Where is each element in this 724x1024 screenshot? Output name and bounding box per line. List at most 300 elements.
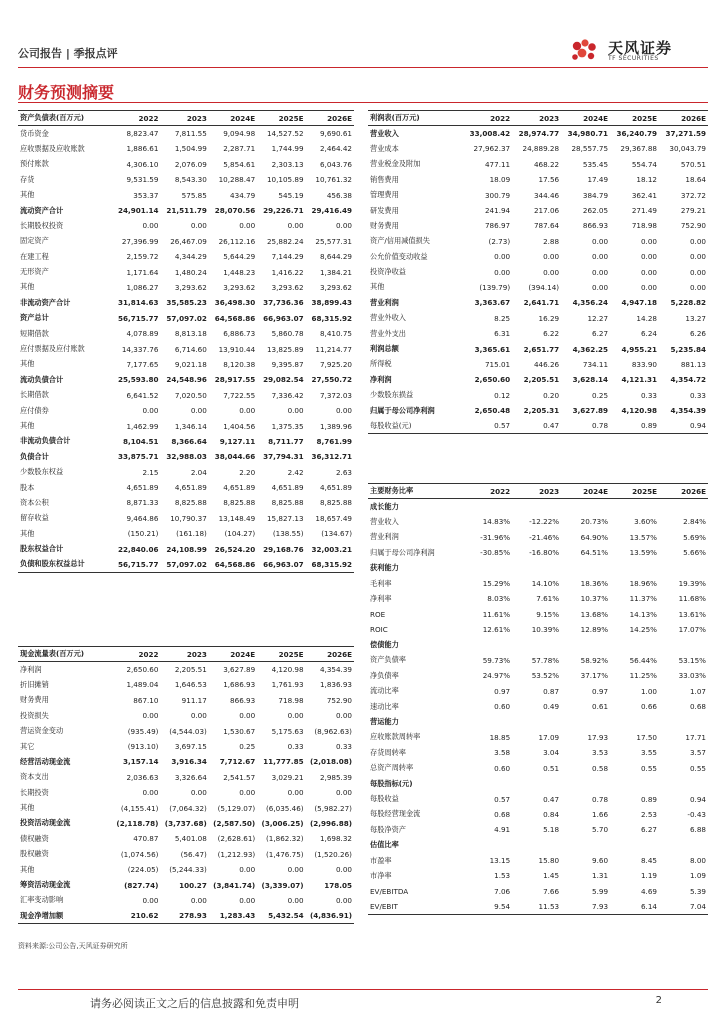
cell-value: 18,657.49 (315, 513, 352, 523)
cell-value: 4,651.89 (319, 483, 352, 493)
cell-value: (1,520.26) (314, 849, 352, 859)
cell-value: 833.90 (631, 359, 657, 369)
cell-value: 8,644.29 (319, 252, 352, 262)
cell-value: 384.79 (582, 190, 609, 200)
cell-value: 0.00 (190, 406, 207, 416)
cell-value: 4.69 (640, 886, 657, 896)
cell-value: 4,947.18 (621, 298, 657, 308)
cell-value: (5,129.07) (217, 803, 256, 813)
row-label: 汇率变动影响 (20, 895, 64, 905)
table-row (368, 172, 708, 187)
cell-value: 2,985.39 (319, 772, 352, 782)
cell-value: 13,148.49 (218, 513, 256, 523)
cell-value: 217.06 (533, 206, 560, 216)
table-row (18, 511, 354, 526)
year-header: 2022 (463, 484, 512, 499)
cell-value: 5,235.84 (670, 344, 706, 354)
table-row (368, 264, 708, 279)
table-row (18, 526, 354, 541)
cell-value: 29,082.54 (263, 375, 304, 385)
cell-value: (6,035.46) (265, 803, 304, 813)
row-label: 应收账款周转率 (370, 732, 421, 742)
table-row (18, 893, 354, 908)
row-label: 固定资产 (20, 236, 49, 246)
footer-disclaimer: 请务必阅读正文之后的信息披露和免责申明 (90, 997, 299, 1010)
table-row (368, 730, 708, 745)
table-row (368, 326, 708, 341)
row-label: 折旧摊销 (20, 679, 49, 689)
table-row (18, 677, 354, 692)
row-label: 长期投资 (20, 787, 49, 797)
table-row (368, 576, 708, 591)
cell-value: 13.68% (580, 609, 609, 619)
cell-value: (394.14) (528, 282, 560, 292)
cell-value: 11.25% (629, 671, 657, 681)
cell-value: 0.00 (335, 221, 352, 231)
row-label: 营业外收入 (370, 313, 406, 323)
cell-value: 4,121.31 (621, 375, 657, 385)
cell-value: 8,120.38 (223, 359, 256, 369)
year-header: 2026E (306, 111, 354, 126)
cell-value: 1,346.14 (174, 421, 207, 431)
cell-value: 0.78 (592, 794, 609, 804)
cell-value: 0.97 (494, 686, 511, 696)
cell-value: (4,836.91) (306, 908, 354, 923)
row-label: 其他 (20, 803, 35, 813)
cell-value: 0.00 (592, 267, 609, 277)
cell-value: 0.00 (239, 406, 256, 416)
row-label: 长期股权投资 (20, 220, 64, 230)
table-row (368, 203, 708, 218)
cell-value: 1,698.32 (319, 834, 352, 844)
cell-value: 14,337.76 (121, 344, 159, 354)
row-label: 在建工程 (20, 251, 49, 261)
cell-value: 5.39 (689, 886, 706, 896)
table-row (18, 662, 354, 677)
cell-value: 0.00 (239, 711, 256, 721)
cell-value: 545.19 (278, 190, 304, 200)
row-label: 营运能力 (370, 717, 399, 727)
cell-value: 0.00 (190, 788, 207, 798)
cell-value: 14.13% (629, 609, 657, 619)
row-label: 营业利润 (370, 532, 399, 542)
year-header: 2023 (512, 111, 561, 126)
cell-value: 1,384.21 (319, 267, 352, 277)
cell-value: 25,593.80 (117, 375, 159, 385)
cell-value: 2,464.42 (319, 144, 352, 154)
table-row (18, 203, 354, 218)
cell-value (659, 499, 708, 514)
row-label: 股本 (20, 482, 35, 492)
cell-value (512, 837, 561, 852)
cell-value: 554.74 (631, 159, 657, 169)
row-label: 应付债券 (20, 405, 49, 415)
cell-value: 25,882.24 (266, 236, 304, 246)
table-row (368, 776, 708, 791)
cell-value: (5,982.27) (314, 803, 352, 813)
cell-value: 26,524.20 (214, 544, 256, 554)
row-label: 每股收益(元) (368, 418, 463, 433)
cell-value: 0.00 (190, 895, 207, 905)
cell-value: 14.83% (482, 517, 511, 527)
cell-value: 1,480.24 (174, 267, 207, 277)
cell-value: 18.64 (685, 175, 706, 185)
cell-value: 32,003.21 (311, 544, 352, 554)
row-label: 净负债率 (370, 670, 399, 680)
cell-value: 5,175.63 (271, 726, 304, 736)
year-header: 2025E (257, 647, 305, 662)
cell-value: 5.70 (592, 825, 609, 835)
cell-value: 2,650.60 (474, 375, 511, 385)
cell-value: 8.03% (487, 594, 511, 604)
cell-value: 0.00 (640, 267, 657, 277)
cell-value: 7,925.20 (319, 359, 352, 369)
row-label: 预付账款 (20, 159, 49, 169)
cell-value: 0.00 (335, 865, 352, 875)
cell-value: 18.96% (629, 579, 657, 589)
row-label: 应付票据及应付账款 (20, 344, 85, 354)
cell-value: 8,410.75 (319, 329, 352, 339)
cell-value (610, 499, 659, 514)
cell-value: -12.22% (529, 517, 560, 527)
cell-value: 2,205.51 (523, 375, 560, 385)
cell-value: 0.00 (287, 865, 304, 875)
cell-value: 31,814.63 (117, 298, 159, 308)
cell-value: 6,641.52 (126, 390, 159, 400)
cell-value: 881.13 (680, 359, 706, 369)
cell-value: 0.00 (190, 221, 207, 231)
cell-value: 24,901.14 (117, 206, 159, 216)
table-row (368, 899, 708, 914)
cell-value: 0.00 (640, 252, 657, 262)
cell-value: 4,120.98 (621, 406, 657, 416)
table-row (18, 831, 354, 846)
row-label: 财务费用 (370, 220, 399, 230)
cell-value: 33,008.42 (469, 129, 511, 139)
cell-value: (2.73) (488, 236, 511, 246)
cell-value (659, 714, 708, 729)
table-row (18, 326, 354, 341)
cell-value (463, 560, 512, 575)
cell-value: 100.27 (179, 880, 207, 890)
cell-value: 0.00 (287, 711, 304, 721)
row-label: 营业收入 (370, 128, 399, 138)
cell-value (512, 637, 561, 652)
cell-value: 2.42 (287, 467, 304, 477)
cell-value: 0.00 (287, 406, 304, 416)
cell-value: 8,825.88 (223, 498, 256, 508)
cell-value: 1,686.93 (223, 680, 256, 690)
cell-value: 0.87 (543, 686, 560, 696)
cell-value: 1,416.22 (271, 267, 304, 277)
row-label: 管理费用 (370, 190, 399, 200)
cell-value: 17.49 (587, 175, 609, 185)
cell-value (610, 837, 659, 852)
row-label: 流动比率 (370, 686, 399, 696)
row-label: 留存收益 (20, 513, 49, 523)
table-row (368, 868, 708, 883)
cell-value: 6,886.73 (223, 329, 256, 339)
cell-value: 8,711.77 (268, 436, 304, 446)
cell-value: 468.22 (533, 159, 560, 169)
cell-value: 10,790.37 (170, 513, 207, 523)
cell-value: 0.33 (335, 742, 352, 752)
cell-value: 0.25 (239, 742, 256, 752)
cell-value: 21,511.79 (166, 206, 207, 216)
row-label: 其他 (20, 864, 35, 874)
row-label: 营业成本 (370, 143, 399, 153)
cell-value: 2.15 (142, 467, 159, 477)
cell-value: (935.49) (127, 726, 159, 736)
cell-value: 0.94 (659, 418, 708, 433)
cell-value: 7,811.55 (174, 129, 207, 139)
cell-value: 575.85 (181, 190, 207, 200)
row-label: 营运资金变动 (20, 726, 64, 736)
cell-value: 3,627.89 (223, 665, 256, 675)
cell-value: 18.09 (489, 175, 511, 185)
cell-value: 1.66 (592, 809, 609, 819)
table-header-row (368, 484, 708, 499)
row-label: 获利能力 (370, 563, 399, 573)
cell-value: (138.55) (272, 529, 304, 539)
cell-value: 6.26 (689, 329, 706, 339)
cell-value: 7.66 (543, 886, 560, 896)
cell-value: 9,127.11 (219, 436, 256, 446)
cell-value: 56.44% (629, 655, 657, 665)
cell-value: (1,862.32) (265, 834, 304, 844)
table-row (18, 187, 354, 202)
cell-value (463, 637, 512, 652)
cell-value: 3,293.62 (319, 282, 352, 292)
cell-value: 279.21 (680, 206, 706, 216)
cell-value: 3,697.15 (174, 742, 207, 752)
cell-value: 9.54 (463, 899, 512, 914)
cell-value: 3,365.61 (474, 344, 511, 354)
cell-value: 0.12 (494, 390, 511, 400)
cell-value (659, 560, 708, 575)
table-row (18, 847, 354, 862)
cell-value: 7,722.55 (223, 390, 256, 400)
row-label: 其他 (20, 528, 35, 538)
row-label: 非流动负债合计 (20, 436, 71, 446)
cell-value: 0.00 (142, 221, 159, 231)
table-title: 利润表(百万元) (368, 111, 463, 126)
cell-value: 13.27 (685, 313, 706, 323)
row-label: 其他 (20, 359, 35, 369)
cell-value: 2.63 (335, 467, 352, 477)
cell-value: 24,548.96 (166, 375, 207, 385)
cell-value: 68,315.92 (311, 313, 352, 323)
cell-value: 9,395.87 (271, 359, 304, 369)
cell-value: 36,312.71 (311, 452, 352, 462)
table-header-row (18, 647, 354, 662)
cell-value: (139.79) (479, 282, 511, 292)
year-header: 2026E (659, 484, 708, 499)
table-row (18, 280, 354, 295)
cell-value: 0.00 (239, 788, 256, 798)
cell-value: 29,416.49 (311, 206, 352, 216)
cell-value: 5.99 (592, 886, 609, 896)
cell-value: 9.15% (536, 609, 560, 619)
cell-value: 8.00 (689, 856, 706, 866)
cell-value: 2,287.71 (223, 144, 256, 154)
table-row (368, 822, 708, 837)
cell-value: 6.27 (592, 329, 609, 339)
cell-value: 64.90% (580, 532, 609, 542)
cell-value: (104.27) (224, 529, 256, 539)
cell-value: 14.28 (636, 313, 657, 323)
table-row (368, 372, 708, 387)
cell-value: 24.97% (482, 671, 511, 681)
cell-value: 17.56 (538, 175, 560, 185)
table-header-row (18, 111, 354, 126)
row-label: 利润总额 (370, 344, 399, 354)
cell-value: 715.01 (484, 359, 511, 369)
cell-value: 0.00 (689, 252, 706, 262)
table-row (18, 141, 354, 156)
table-row (368, 684, 708, 699)
cell-value: 7.06 (494, 886, 511, 896)
table-row (368, 761, 708, 776)
cell-value: 24,108.99 (166, 544, 207, 554)
row-label: 资产负债率 (370, 655, 406, 665)
table-row (18, 372, 354, 387)
cell-value: 1,171.64 (126, 267, 159, 277)
row-label: 每股经营现金流 (370, 809, 421, 819)
cell-value: 1,489.04 (126, 680, 159, 690)
cell-value: 3.04 (543, 748, 560, 758)
row-label: 每股净资产 (370, 824, 406, 834)
cell-value: 7,372.03 (319, 390, 352, 400)
cell-value: 20.73% (580, 517, 609, 527)
cell-value: (3,339.07) (261, 880, 304, 890)
cell-value: 2.04 (190, 467, 207, 477)
table-row (368, 530, 708, 545)
row-label: 每股指标(元) (370, 778, 413, 788)
table-row (368, 591, 708, 606)
cell-value: (913.10) (127, 742, 159, 752)
cell-value: 18.12 (636, 175, 657, 185)
cell-value: 0.68 (494, 809, 511, 819)
row-label: 归属于母公司净利润 (370, 405, 435, 415)
cell-value: 57,097.02 (166, 313, 207, 323)
cell-value (561, 560, 610, 575)
row-label: 其他 (20, 282, 35, 292)
year-header: 2023 (160, 647, 208, 662)
row-label: 筹资活动现金流 (20, 880, 71, 890)
cell-value: 353.37 (133, 190, 159, 200)
table-row (18, 234, 354, 249)
row-label: 债权融资 (20, 833, 49, 843)
cell-value: 15,827.13 (266, 513, 304, 523)
cell-value: 0.00 (640, 236, 657, 246)
cell-value: 6.14 (610, 899, 659, 914)
cell-value: 30,043.79 (669, 144, 706, 154)
table-row (368, 141, 708, 156)
cell-value: 0.60 (494, 702, 511, 712)
cell-value: 3.57 (689, 748, 706, 758)
cell-value: 2,651.77 (523, 344, 560, 354)
table-row (18, 770, 354, 785)
cell-value: 0.00 (689, 282, 706, 292)
year-header: 2024E (209, 111, 257, 126)
cell-value: 0.00 (592, 236, 609, 246)
table-row (18, 541, 354, 556)
cell-value (610, 637, 659, 652)
cell-value: (8,962.63) (314, 726, 352, 736)
row-label: 股权融资 (20, 849, 49, 859)
row-label: 市盈率 (370, 855, 392, 865)
cell-value: 26,112.16 (218, 236, 256, 246)
cell-value: 28,070.56 (214, 206, 256, 216)
data-source-note: 资料来源:公司公告,天风证券研究所 (18, 942, 128, 950)
table-row (368, 218, 708, 233)
cell-value: 0.00 (287, 221, 304, 231)
cell-value (512, 776, 561, 791)
cell-value: 18.85 (489, 732, 511, 742)
row-label: EV/EBIT (368, 899, 463, 914)
cell-value: 2.53 (640, 809, 657, 819)
year-header: 2026E (659, 111, 708, 126)
row-label: 所得税 (370, 359, 392, 369)
cell-value: 0.00 (239, 895, 256, 905)
cell-value: 11.37% (629, 594, 657, 604)
cell-value: 68,315.92 (306, 557, 354, 572)
table-row (368, 280, 708, 295)
cell-value: 0.00 (494, 252, 511, 262)
cell-value: 13,825.89 (266, 344, 304, 354)
cell-value: (3,841.74) (213, 880, 256, 890)
cell-value: (1,212.93) (217, 849, 256, 859)
table-row (368, 514, 708, 529)
table-row (368, 853, 708, 868)
row-label: 资产/信用减值损失 (370, 236, 430, 246)
cell-value: 5.18 (543, 825, 560, 835)
table-row (18, 557, 354, 572)
cell-value: (134.67) (321, 529, 352, 539)
table-row (18, 816, 354, 831)
cell-value: 787.64 (533, 221, 560, 231)
cell-value: 3,363.67 (474, 298, 511, 308)
table-row (18, 311, 354, 326)
table-row (368, 341, 708, 356)
cell-value: 14.10% (531, 579, 560, 589)
table-row (18, 754, 354, 769)
cell-value: 59.73% (482, 655, 511, 665)
row-label: 货币资金 (20, 128, 49, 138)
cell-value (659, 637, 708, 652)
cell-value: 0.49 (543, 702, 560, 712)
cell-value: 37,271.59 (665, 129, 706, 139)
cell-value: 210.62 (112, 908, 160, 923)
row-label: 营业利润 (370, 297, 399, 307)
cell-value: 8.25 (494, 313, 511, 323)
cell-value: 25,577.31 (315, 236, 352, 246)
cell-value: 8,104.51 (122, 436, 159, 446)
cell-value: 8,366.64 (171, 436, 207, 446)
cell-value: 7,020.50 (174, 390, 207, 400)
year-header: 2024E (209, 647, 257, 662)
cell-value: 17.07% (678, 625, 706, 635)
row-label: 其它 (20, 741, 35, 751)
cell-value: 0.47 (512, 418, 561, 433)
cell-value: 0.68 (689, 702, 706, 712)
cell-value: 8,871.33 (126, 498, 159, 508)
row-label: 速动比率 (370, 701, 399, 711)
cell-value: (4,544.03) (169, 726, 207, 736)
cell-value: 2,076.09 (174, 159, 207, 169)
table-row (368, 560, 708, 575)
